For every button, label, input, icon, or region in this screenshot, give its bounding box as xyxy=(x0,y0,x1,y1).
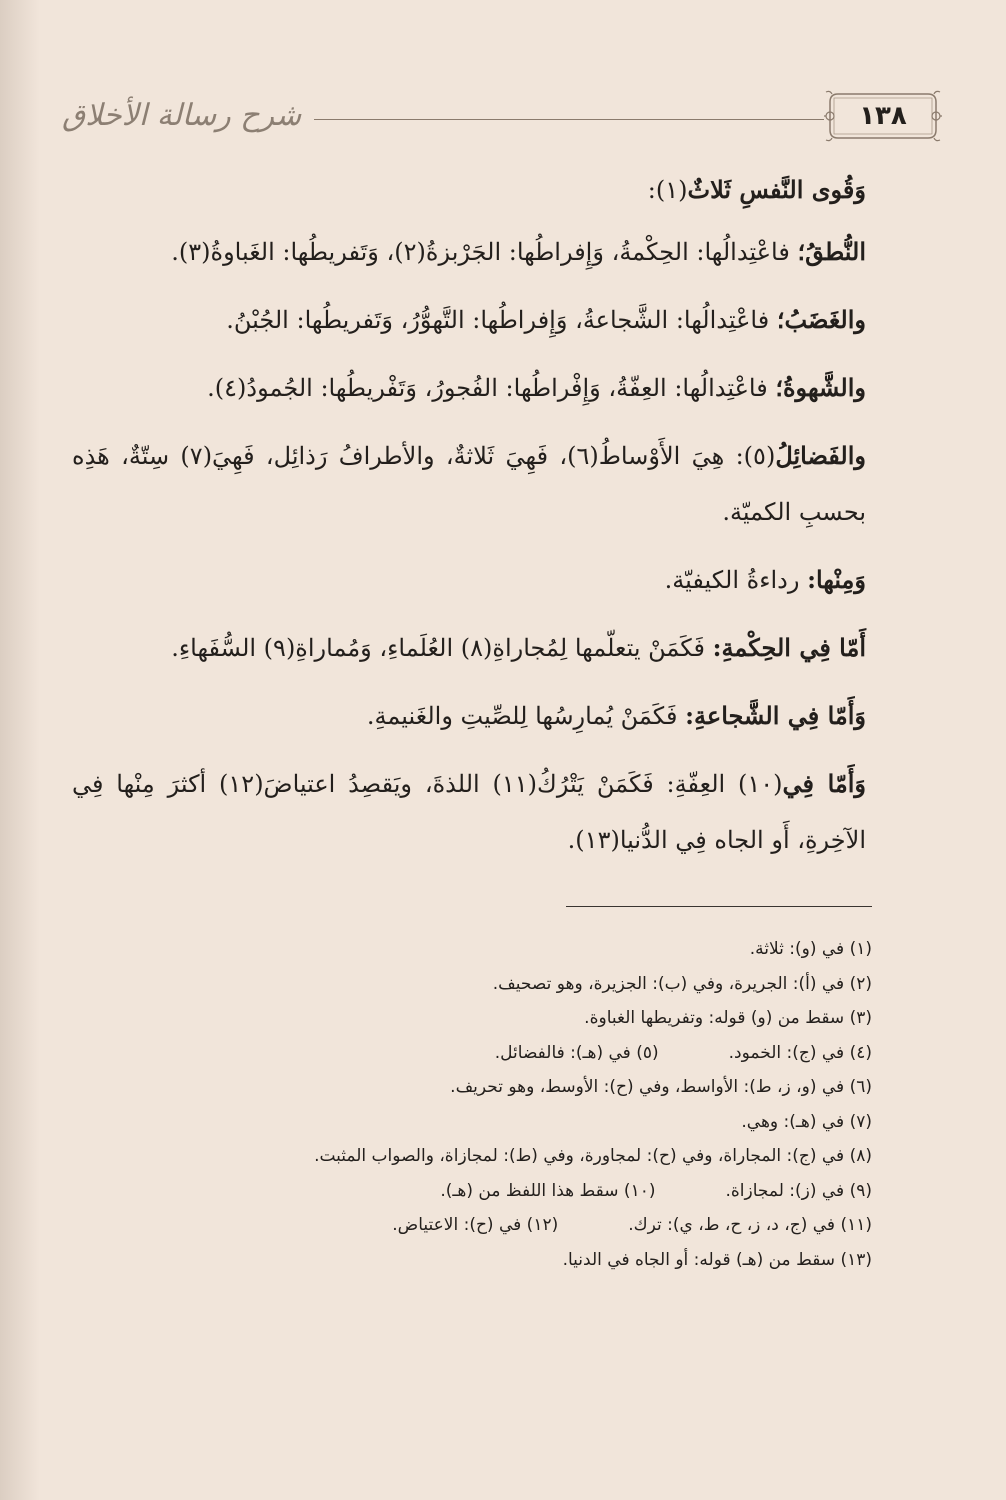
paragraph-text: (١٠) العِفّةِ: فَكَمَنْ يَتْرُكُ(١١) اللذةَ، ويَقصِدُ اعتياضَ(١٢) أكثرَ مِنْها فِي الآخِرةِ، أَو الجاه فِي الدُّنيا(١٣). xyxy=(72,770,866,854)
footnote-pair xyxy=(100,1208,872,1243)
footnote: (٥) في (هـ): فالفضائل. xyxy=(494,1042,659,1063)
paragraph-lead: النُّطقُ؛ xyxy=(797,237,866,266)
page-gutter-shadow xyxy=(0,0,40,1500)
footnote: (٨) في (ج): المجاراة، وفي (ح): لمجاورة، وفي (ط): لمجازاة، والصواب المثبت. xyxy=(314,1146,872,1166)
paragraph-lead: وَمِنْها: xyxy=(807,565,866,594)
footnote: (١٠) سقط هذا اللفظ من (هـ). xyxy=(440,1180,656,1201)
footnotes xyxy=(100,932,872,1277)
paragraph-lead: وَقُوى النَّفسِ ثَلاثٌ xyxy=(687,175,866,204)
paragraph-lead: والشَّهوةُ؛ xyxy=(775,373,866,402)
paragraph-text: فاعْتِدالُها: الشَّجاعةُ، وَإِفراطُها: التَّهوُّرُ، وَتَفريطُها: الجُبْنُ. xyxy=(226,306,777,334)
paragraph-text: رداءةُ الكيفيّة. xyxy=(664,566,808,594)
paragraph-text: فاعْتِدالُها: الحِكْمةُ، وَإِفراطُها: الجَرْبزةُ(٢)، وَتَفريطُها: الغَباوةُ(٣). xyxy=(171,238,798,266)
header-rule xyxy=(314,119,824,120)
page-number: ١٣٨ xyxy=(859,101,907,131)
page-header xyxy=(58,86,948,146)
paragraph-text: (٥): هِيَ الأَوْساطُ(٦)، فَهِيَ ثَلاثةٌ، والأطرافُ رَذائِل، فَهِيَ(٧) سِتّةٌ، هَذِه بحسبِ الكميّة. xyxy=(72,442,866,526)
paragraph-lead: وَأَمّا فِي xyxy=(782,769,866,798)
footnote: (٢) في (أ): الجريرة، وفي (ب): الجزيرة، وهو تصحيف. xyxy=(492,973,872,994)
paragraph xyxy=(72,688,866,744)
running-title: شرح رسالة الأخلاق xyxy=(62,98,302,133)
paragraph xyxy=(72,360,866,416)
footnote-separator xyxy=(566,906,872,907)
paragraph-text: فَكَمَنْ يتعلّمها لِمُجاراةِ(٨) العُلَماءِ، وَمُماراةِ(٩) السُّفَهاءِ. xyxy=(171,634,713,662)
footnote: (١) في (و): ثلاثة. xyxy=(749,939,872,959)
paragraph-lead: أَمّا فِي الحِكْمةِ: xyxy=(712,633,866,662)
footnote: (٦) في (و، ز، ط): الأواسط، وفي (ح): الأوسط، وهو تحريف. xyxy=(450,1077,872,1097)
paragraph-text: فَكَمَنْ يُمارِسُها لِلصِّيتِ والغَنيمةِ. xyxy=(366,702,686,730)
footnote-pair xyxy=(100,1036,872,1071)
footnote: (٤) في (ج): الخمود. xyxy=(728,1042,872,1063)
paragraph-text: (١): xyxy=(647,176,688,204)
page-number-frame xyxy=(824,88,942,144)
footnote: (١٣) سقط من (هـ) قوله: أو الجاه في الدنيا. xyxy=(562,1249,872,1270)
footnote: (٧) في (هـ): وهي. xyxy=(741,1111,872,1132)
paragraph-lead: وَأَمّا فِي الشَّجاعةِ: xyxy=(685,701,866,730)
paragraph xyxy=(72,162,866,218)
paragraph xyxy=(72,756,866,868)
paragraph xyxy=(72,552,866,608)
footnote: (٩) في (ز): لمجازاة. xyxy=(725,1180,872,1201)
paragraph-lead: والغَضَبُ؛ xyxy=(776,305,866,334)
footnote: (١١) في (ج، د، ز، ح، ط، ي): ترك. xyxy=(628,1215,872,1235)
footnote: (١٢) في (ح): الاعتياض. xyxy=(392,1215,559,1235)
paragraph-text: فاعْتِدالُها: العِفّةُ، وَإِفْراطُها: الفُجورُ، وَتَفْريطُها: الجُمودُ(٤). xyxy=(207,374,776,402)
main-text xyxy=(72,162,866,880)
paragraph xyxy=(72,428,866,540)
footnote: (٣) سقط من (و) قوله: وتفريطها الغباوة. xyxy=(584,1008,872,1028)
paragraph xyxy=(72,620,866,676)
paragraph xyxy=(72,224,866,280)
footnote-pair xyxy=(100,1174,872,1209)
paragraph-lead: والفَضائِلُ xyxy=(775,441,867,470)
paragraph xyxy=(72,292,866,348)
